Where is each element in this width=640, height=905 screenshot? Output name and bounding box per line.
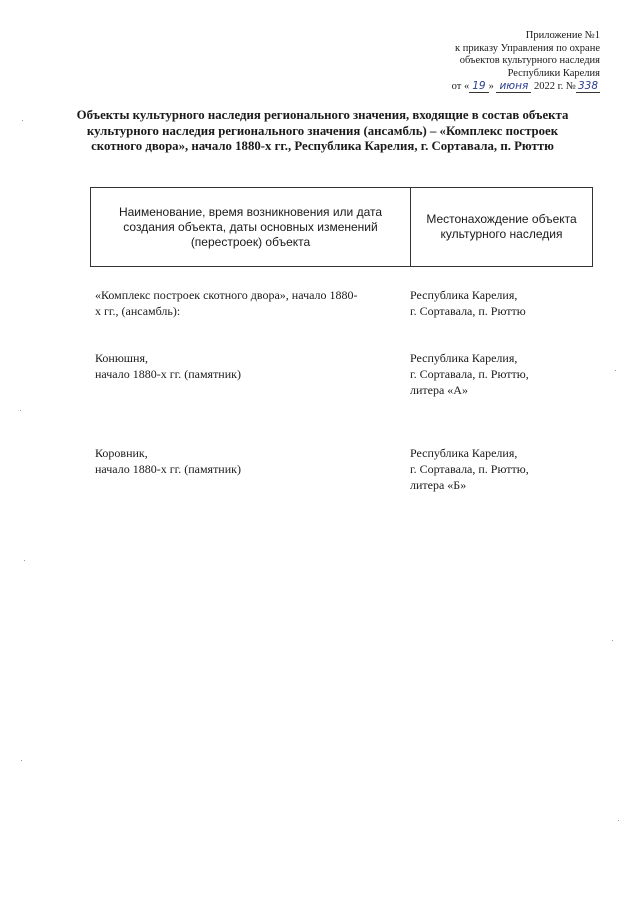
scan-speck <box>612 640 613 641</box>
date-prefix: от « <box>451 81 470 92</box>
name-line: начало 1880-х гг. (памятник) <box>95 367 241 381</box>
scan-speck <box>20 410 21 411</box>
loc-line: литера «Б» <box>410 478 467 492</box>
header-col-location: Местонахождение объекта культурного наследия <box>426 212 577 241</box>
loc-line: Республика Карелия, <box>410 351 518 365</box>
name-line: х гг., (ансамбль): <box>95 304 181 318</box>
loc-line: г. Сортавала, п. Рюттю, <box>410 367 529 381</box>
table-row <box>95 287 595 319</box>
date-mid: » <box>488 81 494 92</box>
object-location <box>410 350 595 398</box>
loc-line: Республика Карелия, <box>410 446 518 460</box>
handwritten-day: 19 <box>469 80 488 93</box>
appendix-line-1: Приложение №1 <box>525 30 600 41</box>
scan-speck <box>615 370 616 371</box>
document-title: Объекты культурного наследия регионального значения, входящие в состав объекта культурного наследия регионального значения (ансамбль) – «Комплекс построек скотного двора», начало 1880-х гг., Республика Карелия, г. Сортавала, п. Рюттю <box>76 108 569 153</box>
loc-line: г. Сортавала, п. Рюттю, <box>410 462 529 476</box>
name-line: Коровник, <box>95 446 148 460</box>
handwritten-month: июня <box>496 80 531 93</box>
appendix-line-2: к приказу Управления по охране <box>455 42 600 54</box>
object-location <box>410 445 595 493</box>
loc-line: литера «А» <box>410 383 468 397</box>
appendix-line-3: объектов культурного наследия <box>459 55 600 66</box>
loc-line: г. Сортавала, п. Рюттю <box>410 304 526 318</box>
date-year: 2022 г. № <box>533 81 576 92</box>
name-line: Конюшня, <box>95 351 148 365</box>
scan-speck <box>22 120 23 121</box>
table-row <box>95 445 595 493</box>
object-name <box>95 350 410 398</box>
loc-line: Республика Карелия, <box>410 288 518 302</box>
scan-speck <box>618 820 619 821</box>
scan-speck <box>21 760 22 761</box>
header-col-name: Наименование, время возникновения или дата создания объекта, даты основных изменений (перестроек) объекта <box>91 188 411 266</box>
handwritten-number: 338 <box>577 80 598 92</box>
name-line: «Комплекс построек скотного двора», начало 1880- <box>95 288 358 302</box>
object-location <box>410 287 595 319</box>
appendix-date-line <box>300 80 600 94</box>
object-name <box>95 287 410 319</box>
table-row <box>95 350 595 398</box>
appendix-line-4: Республики Карелия <box>507 67 600 79</box>
name-line: начало 1880-х гг. (памятник) <box>95 462 241 476</box>
appendix-header <box>300 30 600 94</box>
table-header <box>90 187 593 267</box>
scan-speck <box>24 560 25 561</box>
object-name <box>95 445 410 493</box>
